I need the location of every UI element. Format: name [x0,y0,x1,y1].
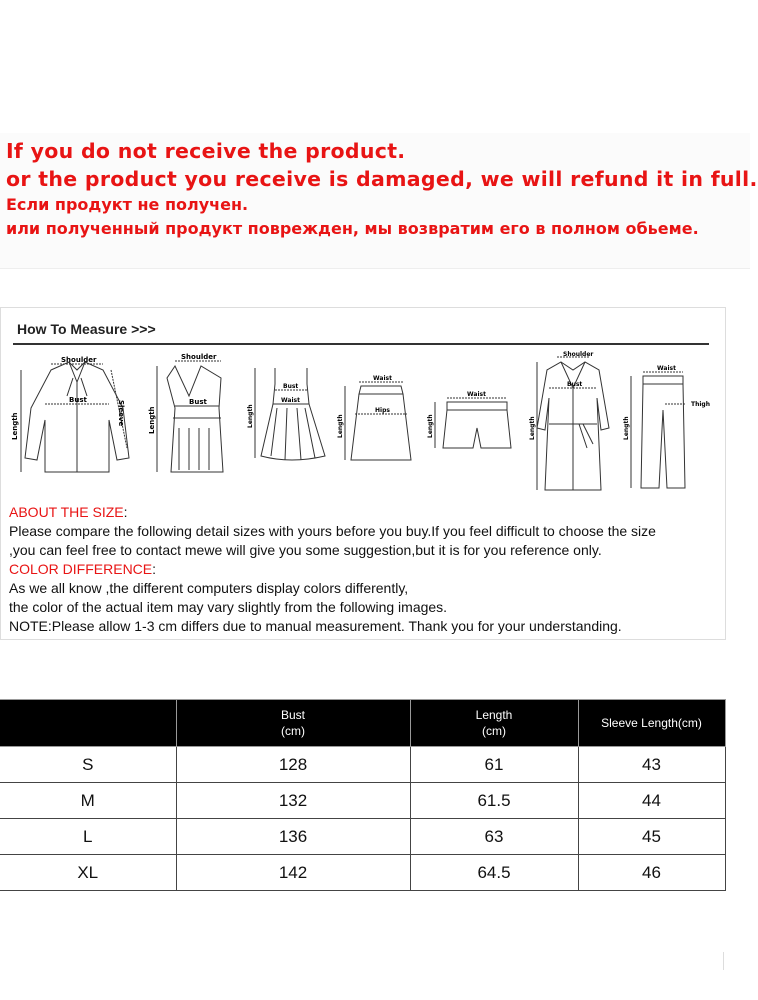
shirt-length-label: Length [11,412,19,440]
header-size [0,700,176,747]
cell-size: S [0,747,176,783]
cell-length: 63 [410,819,578,855]
header-length-line2: (cm) [482,724,506,738]
header-sleeve: Sleeve Length(cm) [578,700,725,747]
size-table-header [0,700,725,747]
about-text-2: ,you can feel free to contact mewe will give you some suggestion,but it is for you reference only. [9,542,602,558]
about-note: NOTE:Please allow 1-3 cm differs due to manual measurement. Thank you for your understanding. [9,618,622,634]
refund-notice [0,133,758,268]
notice-line-4: или полученный продукт поврежден, мы возвратим его в полном обьеме. [6,219,699,238]
divider [0,268,750,269]
notice-line-3: Если продукт не получен. [6,195,249,214]
title-rule [13,343,709,345]
pants-figure [621,348,719,498]
skirt-figure [337,348,421,498]
cell-sleeve: 44 [578,783,725,819]
cell-bust: 136 [176,819,410,855]
dress-bust-label: Bust [283,383,299,390]
color-difference-heading: COLOR DIFFERENCE [9,561,153,577]
camisole-figure [149,348,237,498]
dress-figure [247,348,331,498]
measure-figures [7,348,719,498]
notice-line-2: or the product you receive is damaged, we will refund it in full. [6,167,758,191]
skirt-waist-label: Waist [373,375,392,382]
skirt-length-label: Length [337,414,344,438]
table-row [0,819,725,855]
notice-line-1: If you do not receive the product. [6,139,406,163]
cell-length: 61 [410,747,578,783]
pants-thigh-label: Thigh [691,401,710,408]
camisole-bust-label: Bust [189,398,207,406]
about-text-1: Please compare the following detail sizes with yours before you buy.If you feel difficult to choose the size [9,523,656,539]
cell-length: 61.5 [410,783,578,819]
shirt-figure [11,348,143,498]
cell-bust: 142 [176,855,410,891]
about-text-3: As we all know ,the different computers display colors differently, [9,580,409,596]
shorts-length-label: Length [427,414,434,438]
pants-waist-label: Waist [657,365,676,372]
shorts-figure [427,348,521,498]
color-heading-line: COLOR DIFFERENCE: [9,561,157,577]
cell-size: XL [0,855,176,891]
about-size-text [9,503,721,636]
header-bust-line2: (cm) [281,724,305,738]
header-bust-line1: Bust [280,708,305,722]
header-bust [176,700,410,747]
cell-bust: 128 [176,747,410,783]
about-size-heading: ABOUT THE SIZE [9,504,124,520]
table-row [0,855,725,891]
shorts-waist-label: Waist [467,391,486,398]
scroll-mark [723,952,724,970]
pants-length-label: Length [623,416,630,440]
about-size-heading-line: ABOUT THE SIZE: [9,504,128,520]
shirt-shoulder-label: Shoulder [61,356,97,364]
camisole-shoulder-label: Shoulder [181,353,217,361]
shirt-sleeve-label: Sleeve [117,400,125,427]
skirt-hips-label: Hips [375,407,390,414]
coat-length-label: Length [529,416,536,440]
cell-sleeve: 46 [578,855,725,891]
cell-bust: 132 [176,783,410,819]
coat-shoulder-label: Shoulder [563,351,594,358]
size-table [0,699,726,891]
coat-bust-label: Bust [567,381,583,388]
dress-waist-label: Waist [281,397,300,404]
shirt-bust-label: Bust [69,396,87,404]
cell-size: L [0,819,176,855]
cell-sleeve: 43 [578,747,725,783]
how-to-measure-panel [0,307,726,640]
table-row [0,783,725,819]
camisole-length-label: Length [148,406,156,434]
cell-length: 64.5 [410,855,578,891]
cell-size: M [0,783,176,819]
cell-sleeve: 45 [578,819,725,855]
about-text-4: the color of the actual item may vary slightly from the following images. [9,599,448,615]
table-row [0,747,725,783]
header-length [410,700,578,747]
dress-length-label: Length [247,404,254,428]
header-length-line1: Length [475,708,513,722]
measure-title: How To Measure >>> [17,321,156,337]
coat-figure [527,348,619,498]
